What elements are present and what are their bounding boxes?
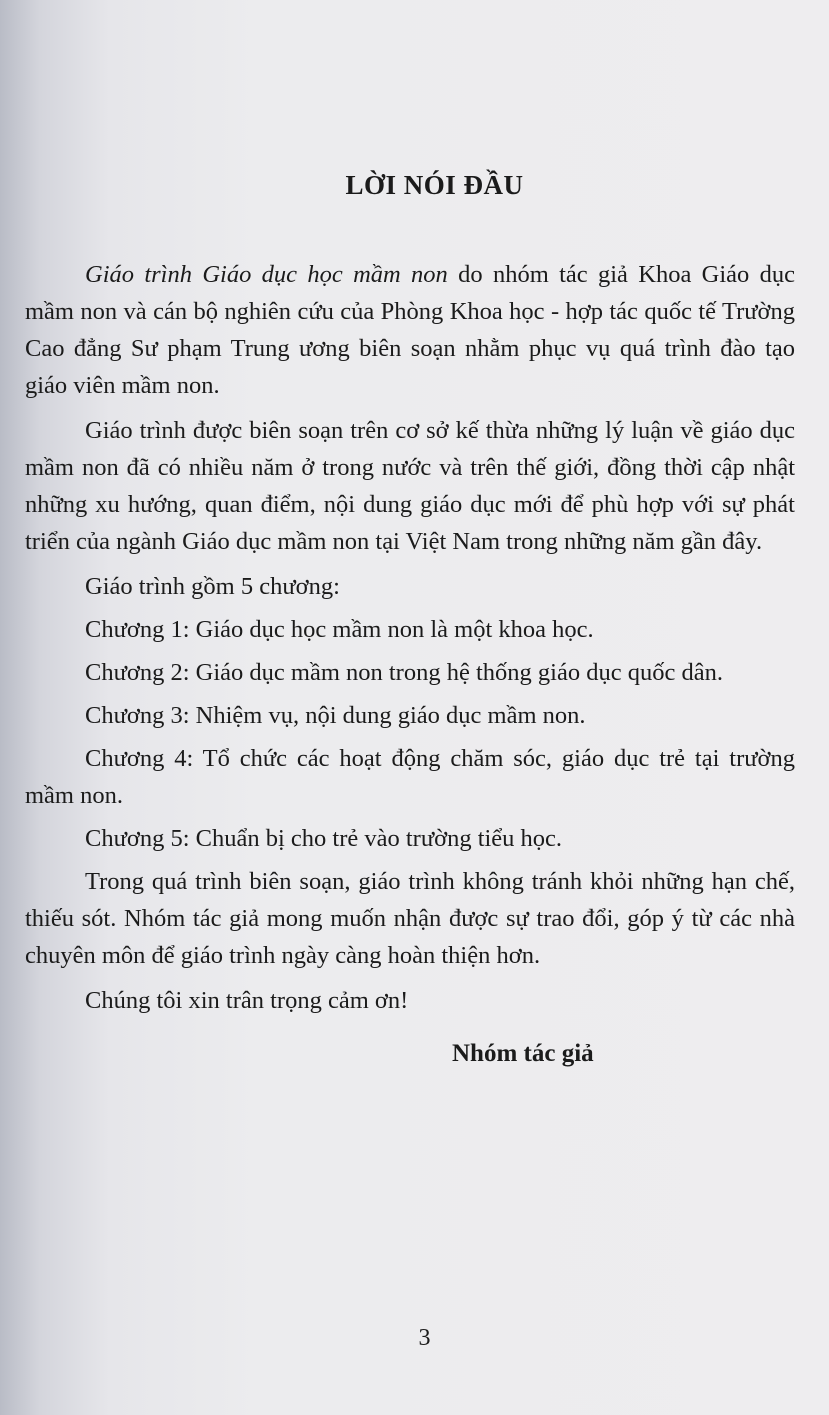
chapter-1: Chương 1: Giáo dục học mầm non là một khoa học.	[85, 616, 594, 643]
book-title-italic: Giáo trình Giáo dục học mầm non	[85, 261, 448, 288]
intro-text: do nhóm tác giả Khoa Giáo dục mầm non và cán bộ nghiên cứu của Phòng Khoa học - hợp tác quốc tế Trường Cao đẳng Sư phạm Trung ương biên soạn nhằm phục vụ quá trình đào tạo giáo viên mầm non.	[25, 261, 795, 399]
chapters-intro: Giáo trình gồm 5 chương:	[85, 573, 340, 600]
chapter-3: Chương 3: Nhiệm vụ, nội dung giáo dục mầm non.	[85, 702, 586, 729]
paragraph-2: Giáo trình được biên soạn trên cơ sở kế thừa những lý luận về giáo dục mầm non đã có nhiều năm ở trong nước và trên thế giới, đồng thời cập nhật những xu hướng, quan điểm, nội dung giáo dục mới để phù hợp với sự phát triển của ngành Giáo dục mầm non tại Việt Nam trong những năm gần đây.	[25, 417, 795, 555]
chapter-4: Chương 4: Tổ chức các hoạt động chăm sóc, giáo dục trẻ tại trường mầm non.	[25, 745, 795, 809]
paragraph-3: Trong quá trình biên soạn, giáo trình không tránh khỏi những hạn chế, thiếu sót. Nhóm tác giả mong muốn nhận được sự trao đổi, góp ý từ các nhà chuyên môn để giáo trình ngày càng hoàn thiện hơn.	[25, 868, 795, 969]
page-number: 3	[418, 1325, 431, 1351]
page-title: LỜI NÓI ĐẦU	[345, 170, 524, 200]
chapter-5: Chương 5: Chuẩn bị cho trẻ vào trường tiểu học.	[85, 825, 563, 852]
page-body	[25, 256, 795, 1027]
intro-paragraph	[25, 256, 795, 404]
signature: Nhóm tác giả	[452, 1040, 594, 1067]
thanks-line: Chúng tôi xin trân trọng cảm ơn!	[85, 987, 409, 1014]
chapter-2: Chương 2: Giáo dục mầm non trong hệ thống giáo dục quốc dân.	[85, 659, 723, 686]
